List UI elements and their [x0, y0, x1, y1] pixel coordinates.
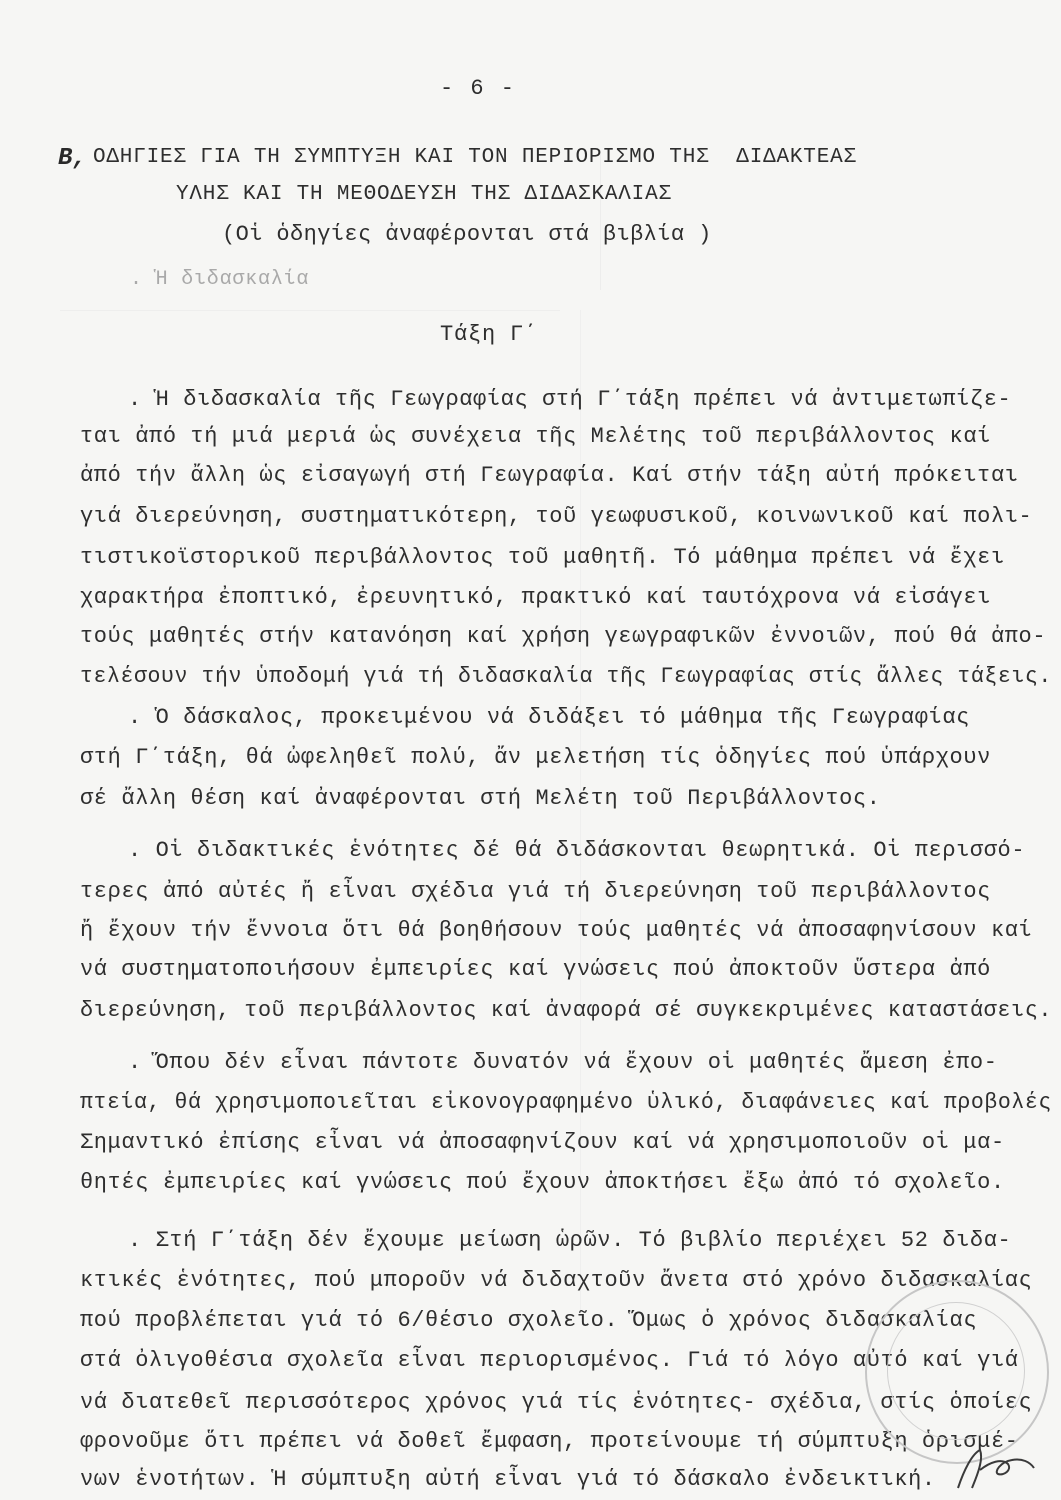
text-line: θητές ἐμπειρίες καί γνώσεις πού ἔχουν ἀποκτήσει ἔξω ἀπό τό σχολεῖο.	[80, 1170, 1005, 1195]
text-line: διερεύνηση, τοῦ περιβάλλοντος καί ἀναφορά σέ συγκεκριμένες καταστάσεις.	[80, 998, 1053, 1023]
section-subtitle: (Οἱ ὁδηγίες ἀναφέρονται στά βιβλία )	[222, 222, 712, 247]
handwritten-signature	[950, 1440, 1040, 1495]
text-line: ἤ ἔχουν τήν ἔννοια ὅτι θά βοηθήσουν τούς μαθητές νά ἀποσαφηνίσουν καί	[80, 918, 1033, 943]
official-seal-inner-ring	[887, 1302, 1025, 1440]
text-line: στή Γ΄τάξη, θά ὠφεληθεῖ πολύ, ἄν μελετήση τίς ὁδηγίες πού ὑπάρχουν	[80, 745, 991, 770]
text-line: τερες ἀπό αὐτές ἤ εἶναι σχέδια γιά τή διερεύνηση τοῦ περιβάλλοντος	[80, 879, 991, 904]
text-line: φρονοῦμε ὅτι πρέπει νά δοθεῖ ἔμφαση, προτείνουμε τή σύμπτυξη ὁρισμέ-	[80, 1429, 1019, 1454]
official-seal-stamp	[865, 1280, 1049, 1464]
text-line: ἀπό τήν ἄλλη ὡς εἰσαγωγή στή Γεωγραφία. Καί στήν τάξη αὐτή πρόκειται	[80, 463, 1019, 488]
text-line: γιά διερεύνηση, συστηματικότερη, τοῦ γεωφυσικοῦ, κοινωνικοῦ καί πολι-	[80, 504, 1033, 529]
text-line: . Ὁ δάσκαλος, προκειμένου νά διδάξει τό μάθημα τῆς Γεωγραφίας	[128, 705, 970, 730]
bleed-through-block-1	[600, 150, 1021, 290]
text-line: ται ἀπό τή μιά μεριά ὡς συνέχεια τῆς Μελέτης τοῦ περιβάλλοντος καί	[80, 424, 991, 449]
text-line: χαρακτήρα ἐποπτικό, ἐρευνητικό, πρακτικό καί ταυτόχρονα νά εἰσάγει	[80, 585, 991, 610]
text-line: σέ ἄλλη θέση καί ἀναφέρονται στή Μελέτη τοῦ Περιβάλλοντος.	[80, 786, 881, 811]
text-line: Σημαντικό ἐπίσης εἶναι νά ἀποσαφηνίζουν καί νά χρησιμοποιοῦν οἱ μα-	[80, 1130, 1005, 1155]
section-letter: B,	[58, 145, 87, 172]
text-line: . Στή Γ΄τάξη δέν ἔχουμε μείωση ὡρῶν. Τό βιβλίο περιέχει 52 διδα-	[128, 1228, 1012, 1253]
text-line: νά συστηματοποιήσουν ἐμπειρίες καί γνώσεις πού ἀποκτοῦν ὕστερα ἀπό	[80, 957, 991, 982]
text-line: τιστικοϊστορικοῦ περιβάλλοντος τοῦ μαθητῆ. Τό μάθημα πρέπει νά ἔχει	[80, 545, 1005, 570]
text-line: πού προβλέπεται γιά τό 6/θέσιο σχολεῖο. Ὅμως ὁ χρόνος διδασκαλίας	[80, 1308, 978, 1333]
text-line: πτεία, θά χρησιμοποιεῖται εἰκονογραφημένο ὑλικό, διαφάνειες καί προβολές	[80, 1090, 1052, 1115]
text-line: . Ἡ διδασκαλία τῆς Γεωγραφίας στή Γ΄τάξη πρέπει νά ἀντιμετωπίζε-	[128, 387, 1012, 412]
text-line: κτικές ἑνότητες, πού μποροῦν νά διδαχτοῦν ἄνετα στό χρόνο διδασκαλίας	[80, 1268, 1033, 1293]
section-title-line-2: ΥΛΗΣ ΚΑΙ ΤΗ ΜΕΘΟΔΕΥΣΗ ΤΗΣ ΔΙΔΑΣΚΑΛΙΑΣ	[176, 183, 672, 206]
text-line: νων ἑνοτήτων. Ἡ σύμπτυξη αὐτή εἶναι γιά τό δάσκαλο ἐνδεικτική.	[80, 1467, 936, 1492]
text-line: τελέσουν τήν ὑποδομή γιά τή διδασκαλία τῆς Γεωγραφίας στίς ἄλλες τάξεις.	[80, 664, 1052, 689]
section-title-line-1: ΟΔΗΓΙΕΣ ΓΙΑ ΤΗ ΣΥΜΠΤΥΞΗ ΚΑΙ ΤΟΝ ΠΕΡΙΟΡΙΣΜΟ ΤΗΣ ΔΙΔΑΚΤΕΑΣ	[93, 146, 857, 169]
text-line: τούς μαθητές στήν κατανόηση καί χρήση γεωγραφικῶν ἐννοιῶν, πού θά ἀπο-	[80, 624, 1047, 649]
page-number: - 6 -	[440, 76, 517, 101]
text-line: . Ὅπου δέν εἶναι πάντοτε δυνατόν νά ἔχουν οἱ μαθητές ἄμεση ἐπο-	[128, 1050, 998, 1075]
text-line: . Οἱ διδακτικές ἑνότητες δέ θά διδάσκονται θεωρητικά. Οἱ περισσό-	[128, 838, 1026, 863]
class-heading: Τάξη Γ΄	[440, 322, 539, 347]
text-line: νά διατεθεῖ περισσότερος χρόνος γιά τίς ἑνότητες- σχέδια, στίς ὁποίες	[80, 1390, 1033, 1415]
section-ghost-note: . Ἡ διδασκαλία	[130, 268, 310, 291]
text-line: στά ὀλιγοθέσια σχολεῖα εἶναι περιορισμένος. Γιά τό λόγο αὐτό καί γιά	[80, 1348, 1019, 1373]
